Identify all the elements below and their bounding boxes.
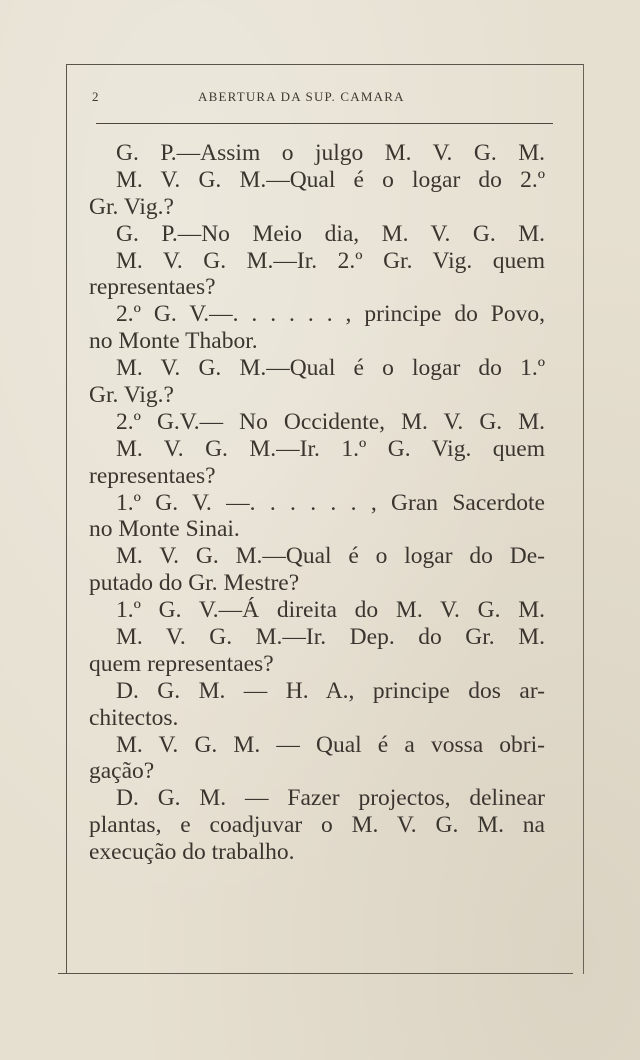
text-line: quem representaes? <box>89 650 274 677</box>
text-line: 1.º G. V. —. . . . . . , Gran Sacerdote <box>116 489 545 516</box>
text-line: representaes? <box>89 274 216 301</box>
page-header <box>92 89 552 109</box>
text-line: chitectos. <box>89 704 179 731</box>
text-line: execução do trabalho. <box>89 839 295 866</box>
text-line: Gr. Vig.? <box>89 193 174 220</box>
text-line: representaes? <box>89 462 216 489</box>
text-line: M. V. G. M.—Ir. Dep. do Gr. M. <box>116 624 545 651</box>
frame-right-rule <box>583 64 584 974</box>
text-line: M. V. G. M.—Qual é o logar do De- <box>116 543 545 570</box>
text-line: 2.º G. V.—. . . . . . , principe do Povo, <box>116 301 545 328</box>
text-line: gação? <box>89 758 155 785</box>
text-line: 1.º G. V.—Á direita do M. V. G. M. <box>116 597 545 624</box>
text-line: D. G. M. — Fazer projectos, delinear <box>116 785 545 812</box>
frame-top-rule <box>67 64 584 65</box>
text-line: no Monte Thabor. <box>89 328 258 355</box>
text-line: M. V. G. M.—Qual é o logar do 2.º <box>116 166 545 193</box>
text-line: 2.º G.V.— No Occidente, M. V. G. M. <box>116 408 545 435</box>
running-title: ABERTURA DA SUP. CAMARA <box>198 89 405 104</box>
text-line: M. V. G. M.—Ir. 1.º G. Vig. quem <box>116 435 545 462</box>
text-line: plantas, e coadjuvar o M. V. G. M. na <box>89 812 545 839</box>
text-line: G. P.—Assim o julgo M. V. G. M. <box>116 140 545 166</box>
text-line: G. P.—No Meio dia, M. V. G. M. <box>116 220 545 247</box>
page-number: 2 <box>92 89 100 104</box>
dialogue-text <box>89 140 545 866</box>
text-line: D. G. M. — H. A., principe dos ar- <box>116 677 545 704</box>
text-line: putado do Gr. Mestre? <box>89 570 300 597</box>
text-line: M. V. G. M. — Qual é a vossa obri- <box>116 731 545 758</box>
text-line: M. V. G. M.—Ir. 2.º Gr. Vig. quem <box>116 247 545 274</box>
frame-bottom-rule <box>58 973 573 974</box>
header-rule <box>96 123 553 124</box>
text-line: no Monte Sinai. <box>89 516 240 543</box>
frame-left-rule <box>66 64 67 974</box>
text-line: Gr. Vig.? <box>89 382 174 409</box>
text-line: M. V. G. M.—Qual é o logar do 1.º <box>116 355 545 382</box>
